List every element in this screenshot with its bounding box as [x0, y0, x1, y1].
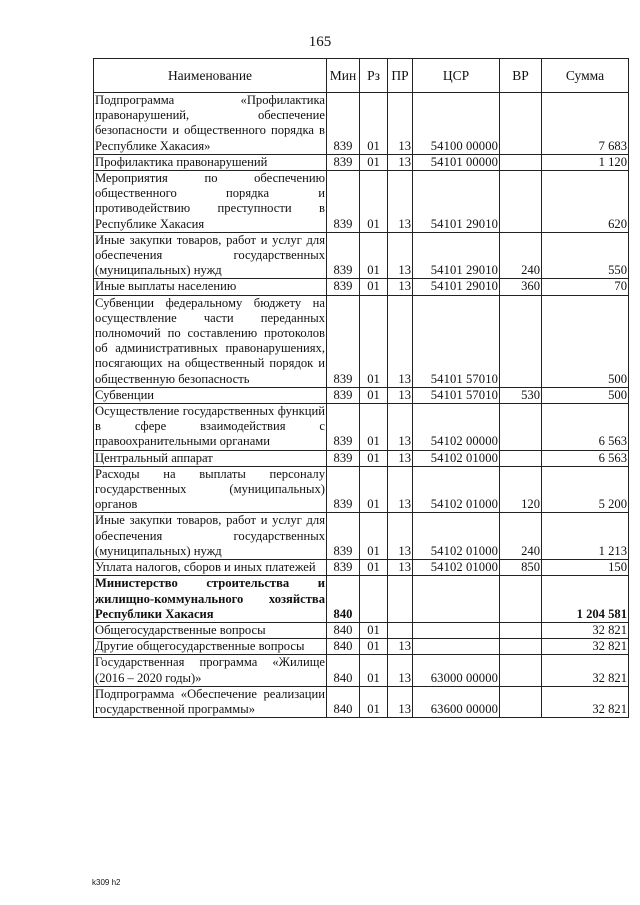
cell-pr: 13	[388, 404, 413, 451]
cell-csr: 54101 29010	[413, 279, 500, 295]
cell-name: Подпрограмма «Обеспечение реализации государственной программы»	[95, 686, 325, 716]
cell-name: Иные закупки товаров, работ и услуг для обеспечения государственных (муниципальных) нужд	[95, 513, 325, 558]
cell-min: 839	[327, 404, 360, 451]
header-rz: Рз	[360, 59, 388, 93]
cell-pr: 13	[388, 232, 413, 279]
table-row	[94, 232, 629, 279]
cell-rz: 01	[360, 450, 388, 466]
cell-rz: 01	[360, 295, 388, 387]
table-body	[94, 93, 629, 718]
cell-vr	[500, 93, 542, 155]
cell-rz: 01	[360, 154, 388, 170]
cell-vr	[500, 655, 542, 686]
cell-name: Иные выплаты населению	[94, 279, 327, 295]
cell-sum: 6 563	[542, 450, 629, 466]
cell-vr	[500, 639, 542, 655]
table-row	[94, 93, 629, 155]
cell-pr	[388, 622, 413, 638]
cell-vr	[500, 295, 542, 387]
cell-csr: 54101 57010	[413, 295, 500, 387]
cell-sum: 1 204 581	[542, 576, 629, 623]
cell-csr: 54101 57010	[413, 387, 500, 403]
cell-pr: 13	[388, 560, 413, 576]
cell-csr	[413, 576, 500, 623]
cell-vr	[500, 450, 542, 466]
cell-name: Осуществление государственных функций в сфере взаимодействия с правоохранительными органами	[95, 404, 325, 449]
cell-rz: 01	[360, 560, 388, 576]
cell-sum: 5 200	[542, 466, 629, 513]
cell-min: 839	[327, 450, 360, 466]
cell-vr: 530	[500, 387, 542, 403]
footer-code: k309 h2	[92, 878, 121, 887]
cell-csr: 54102 01000	[413, 560, 500, 576]
cell-min: 839	[327, 513, 360, 560]
cell-name: Министерство строительства и жилищно-коммунального хозяйства Республики Хакасия	[95, 576, 325, 621]
cell-rz: 01	[360, 171, 388, 233]
table-row	[94, 466, 629, 513]
cell-name: Субвенции федеральному бюджету на осуществление части переданных полномочий по составлению протоколов об административных правонарушениях, посягающих на общественный порядок и общественную безопасность	[95, 295, 325, 386]
cell-pr: 13	[388, 686, 413, 717]
cell-sum: 1 120	[542, 154, 629, 170]
cell-sum: 32 821	[542, 686, 629, 717]
cell-min: 839	[327, 279, 360, 295]
cell-min: 839	[327, 295, 360, 387]
cell-pr: 13	[388, 639, 413, 655]
table-row	[94, 171, 629, 233]
cell-name: Подпрограмма «Профилактика правонарушений, обеспечение безопасности и общественного порядка в Республике Хакасия»	[95, 93, 325, 153]
cell-name: Мероприятия по обеспечению общественного порядка и противодействию преступности в Республике Хакасия	[95, 171, 325, 231]
cell-vr: 120	[500, 466, 542, 513]
cell-vr: 240	[500, 513, 542, 560]
cell-vr	[500, 171, 542, 233]
cell-sum: 32 821	[542, 622, 629, 638]
cell-sum: 32 821	[542, 639, 629, 655]
cell-min: 840	[327, 622, 360, 638]
cell-min: 840	[327, 639, 360, 655]
cell-pr	[388, 576, 413, 623]
header-csr: ЦСР	[413, 59, 500, 93]
header-pr: ПР	[388, 59, 413, 93]
cell-csr: 54102 01000	[413, 450, 500, 466]
cell-rz: 01	[360, 513, 388, 560]
header-min: Мин	[327, 59, 360, 93]
cell-name: Общегосударственные вопросы	[94, 622, 327, 638]
table-row	[94, 279, 629, 295]
budget-table	[93, 58, 629, 718]
cell-min: 839	[327, 154, 360, 170]
cell-rz: 01	[360, 279, 388, 295]
cell-vr: 850	[500, 560, 542, 576]
cell-rz: 01	[360, 655, 388, 686]
cell-pr: 13	[388, 93, 413, 155]
cell-rz: 01	[360, 639, 388, 655]
table-row	[94, 576, 629, 623]
cell-csr: 54100 00000	[413, 93, 500, 155]
cell-name: Другие общегосударственные вопросы	[94, 639, 327, 655]
table-row	[94, 560, 629, 576]
cell-vr: 360	[500, 279, 542, 295]
cell-min: 840	[327, 686, 360, 717]
cell-rz: 01	[360, 466, 388, 513]
table-row	[94, 639, 629, 655]
cell-rz: 01	[360, 686, 388, 717]
cell-sum: 500	[542, 387, 629, 403]
cell-min: 839	[327, 232, 360, 279]
cell-name: Расходы на выплаты персоналу государственных (муниципальных) органов	[95, 466, 325, 512]
cell-rz: 01	[360, 387, 388, 403]
cell-pr: 13	[388, 154, 413, 170]
cell-sum: 500	[542, 295, 629, 387]
cell-sum: 150	[542, 560, 629, 576]
cell-csr: 54102 01000	[413, 513, 500, 560]
cell-name: Центральный аппарат	[94, 450, 327, 466]
cell-vr	[500, 404, 542, 451]
cell-csr: 54102 01000	[413, 466, 500, 513]
header-name: Наименование	[94, 59, 327, 93]
cell-pr: 13	[388, 513, 413, 560]
cell-sum: 32 821	[542, 655, 629, 686]
table-row	[94, 404, 629, 451]
cell-sum: 6 563	[542, 404, 629, 451]
cell-pr: 13	[388, 387, 413, 403]
table-row	[94, 154, 629, 170]
cell-pr: 13	[388, 171, 413, 233]
cell-min: 840	[327, 655, 360, 686]
cell-csr	[413, 639, 500, 655]
cell-name: Профилактика правонарушений	[94, 154, 327, 170]
cell-vr: 240	[500, 232, 542, 279]
cell-min: 839	[327, 466, 360, 513]
cell-csr	[413, 622, 500, 638]
cell-min: 840	[327, 576, 360, 623]
page-number: 165	[308, 34, 332, 50]
cell-csr: 63000 00000	[413, 655, 500, 686]
cell-sum: 70	[542, 279, 629, 295]
cell-min: 839	[327, 171, 360, 233]
cell-name: Уплата налогов, сборов и иных платежей	[94, 560, 327, 576]
cell-pr: 13	[388, 450, 413, 466]
table-row	[94, 387, 629, 403]
cell-csr: 54102 00000	[413, 404, 500, 451]
cell-name: Субвенции	[94, 387, 327, 403]
cell-min: 839	[327, 387, 360, 403]
cell-rz: 01	[360, 93, 388, 155]
table-row	[94, 513, 629, 560]
cell-sum: 550	[542, 232, 629, 279]
cell-csr: 54101 00000	[413, 154, 500, 170]
table-row	[94, 450, 629, 466]
header-row	[94, 59, 629, 93]
cell-csr: 54101 29010	[413, 171, 500, 233]
header-sum: Сумма	[542, 59, 629, 93]
cell-rz: 01	[360, 232, 388, 279]
cell-sum: 620	[542, 171, 629, 233]
cell-sum: 7 683	[542, 93, 629, 155]
cell-pr: 13	[388, 295, 413, 387]
cell-min: 839	[327, 560, 360, 576]
cell-rz	[360, 576, 388, 623]
cell-pr: 13	[388, 466, 413, 513]
table-row	[94, 622, 629, 638]
table-row	[94, 655, 629, 686]
cell-sum: 1 213	[542, 513, 629, 560]
table-row	[94, 686, 629, 717]
cell-pr: 13	[388, 279, 413, 295]
header-vr: ВР	[500, 59, 542, 93]
cell-rz: 01	[360, 404, 388, 451]
cell-csr: 63600 00000	[413, 686, 500, 717]
table-row	[94, 295, 629, 387]
cell-vr	[500, 576, 542, 623]
cell-csr: 54101 29010	[413, 232, 500, 279]
cell-name: Иные закупки товаров, работ и услуг для обеспечения государственных (муниципальных) нужд	[95, 232, 325, 278]
cell-vr	[500, 154, 542, 170]
cell-rz: 01	[360, 622, 388, 638]
cell-pr: 13	[388, 655, 413, 686]
cell-vr	[500, 622, 542, 638]
cell-min: 839	[327, 93, 360, 155]
cell-vr	[500, 686, 542, 717]
cell-name: Государственная программа «Жилище (2016 – 2020 годы)»	[95, 655, 325, 685]
